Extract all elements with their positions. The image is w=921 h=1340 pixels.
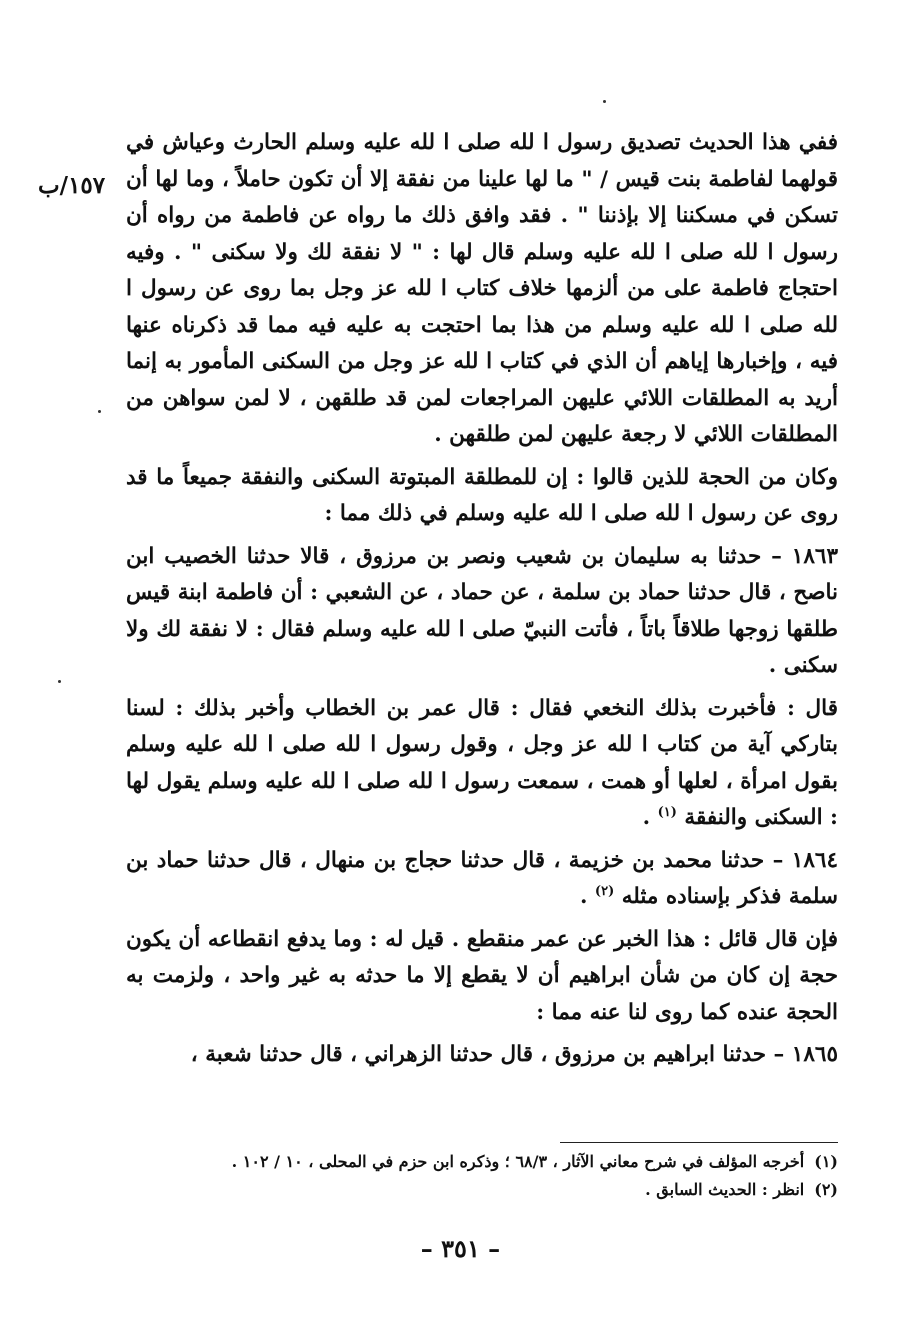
margin-folio-note: ١٥٧/ب xyxy=(38,172,106,199)
page-number: – ٣٥١ – xyxy=(420,1234,501,1263)
main-text xyxy=(126,125,838,1074)
footnote-2 xyxy=(180,1176,838,1204)
hadith-1864: ١٨٦٤ – حدثنا محمد بن خزيمة ، قال حدثنا حجاج بن منهال ، قال حدثنا حماد بن سلمة فذكر بإسناده مثله $^{(٢)}$ . xyxy=(126,847,838,909)
footnote-divider xyxy=(560,1142,838,1143)
footnote-number: (١) xyxy=(814,1152,838,1171)
paragraph: ففي هذا الحديث تصديق رسول ا لله صلى ا لله عليه وسلم الحارث وعياش في قولهما لفاطمة بنت قيس / " ما لها علينا من نفقة إلا أن تكون حاملاً ، وما لها أن تسكن في مسكننا إلا بإذننا " . فقد وافق ذلك ما رواه عن فاطمة من رواه أن رسول ا لله صلى ا لله عليه وسلم قال لها : " لا نفقة لك ولا سكنى " . وفيه احتجاج فاطمة على من ألزمها خلاف كتاب ا لله عز وجل بما روى عن رسول ا لله صلى ا لله عليه وسلم من هذا بما احتجت به عليه فيه مما قد ذكرناه عنها فيه ، وإخبارها إياهم أن الذي في كتاب ا لله عز وجل من السكنى المأمور به إنما أريد به المطلقات اللائي عليهن المراجعات لمن قد طلقهن ، لا لمن سواهن من المطلقات اللائي لا رجعة عليهن لمن طلقهن . xyxy=(126,130,838,447)
footnote-ref-2: (٢) xyxy=(594,883,615,899)
paragraph-text: قال : فأخبرت بذلك النخعي فقال : قال عمر بن الخطاب وأخبر بذلك : لسنا بتاركي آية من كتاب ا لله عز وجل ، وقول رسول ا لله صلى ا لله عليه وسلم بقول امرأة ، لعلها أو همت ، سمعت رسول ا لله صلى ا لله عليه وسلم يقول لها : السكنى والنفقة xyxy=(126,695,838,830)
speck-mark xyxy=(98,410,101,413)
footnote-text: انظر : الحديث السابق . xyxy=(645,1180,805,1199)
paragraph-text: ١٨٦٤ – حدثنا محمد بن خزيمة ، قال حدثنا حجاج بن منهال ، قال حدثنا حماد بن سلمة فذكر بإسناده مثله xyxy=(126,847,838,909)
footnote-ref-1: (١) xyxy=(657,804,677,820)
footnotes xyxy=(180,1148,838,1204)
speck-mark xyxy=(603,100,606,103)
footnote-1 xyxy=(180,1148,838,1176)
hadith-1865: ١٨٦٥ – حدثنا ابراهيم بن مرزوق ، قال حدثنا الزهراني ، قال حدثنا شعبة ، xyxy=(190,1042,838,1067)
paragraph-with-footnote: قال : فأخبرت بذلك النخعي فقال : قال عمر بن الخطاب وأخبر بذلك : لسنا بتاركي آية من كتاب ا لله عز وجل ، وقول رسول ا لله صلى ا لله عليه وسلم بقول امرأة ، لعلها أو همت ، سمعت رسول ا لله صلى ا لله عليه وسلم يقول لها : السكنى والنفقة $^{(١)}$ . xyxy=(126,695,838,830)
footnote-text: أخرجه المؤلف في شرح معاني الآثار ، ٦٨/٣ ؛ وذكره ابن حزم في المحلى ، ١٠ / ١٠٢ . xyxy=(231,1152,805,1171)
paragraph: وكان من الحجة للذين قالوا : إن للمطلقة المبتوتة السكنى والنفقة جميعاً ما قد روى عن رسول ا لله صلى ا لله عليه وسلم في ذلك مما : xyxy=(126,464,838,526)
hadith-1863: ١٨٦٣ – حدثنا به سليمان بن شعيب ونصر بن مرزوق ، قالا حدثنا الخصيب ابن ناصح ، قال حدثنا حماد بن سلمة ، عن حماد ، عن الشعبي : أن فاطمة ابنة قيس طلقها زوجها طلاقاً باتاً ، فأتت النبيّ صلى ا لله عليه وسلم فقال : لا نفقة لك ولا سكنى . xyxy=(126,543,838,678)
paragraph: فإن قال قائل : هذا الخبر عن عمر منقطع . قيل له : وما يدفع انقطاعه أن يكون حجة إن كان من شأن ابراهيم أن لا يقطع إلا ما حدثه به غير واحد ، ولزمت به الحجة عنده كما روى لنا عنه مما : xyxy=(126,926,838,1025)
footnote-number: (٢) xyxy=(814,1180,838,1199)
speck-mark xyxy=(58,680,61,683)
